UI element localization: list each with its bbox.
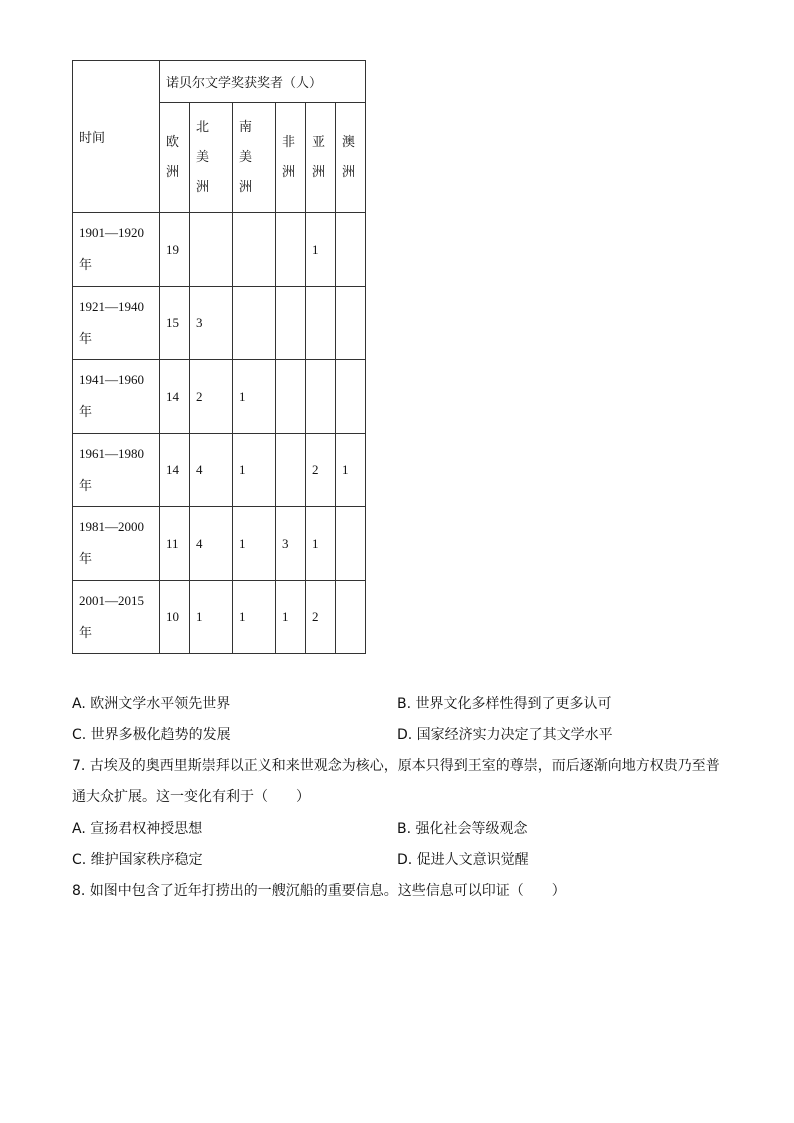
value-cell: 1 (306, 213, 336, 287)
table-row (73, 581, 366, 654)
period-cell: 1961—1980 年 (73, 434, 160, 507)
value-cell: 14 (160, 360, 190, 434)
value-cell: 3 (190, 287, 233, 360)
value-cell: 1 (233, 581, 276, 654)
q6-option-d: D. 国家经济实力决定了其文学水平 (397, 727, 613, 743)
value-cell: 4 (190, 507, 233, 581)
region-header: 亚 洲 (306, 103, 336, 213)
table-row (73, 360, 366, 434)
time-header: 时间 (73, 61, 160, 213)
value-cell (276, 434, 306, 507)
value-cell: 11 (160, 507, 190, 581)
region-header: 北 美 洲 (190, 103, 233, 213)
q8-stem: 8. 如图中包含了近年打捞出的一艘沉船的重要信息。这些信息可以印证（ ） (72, 883, 566, 899)
q7-stem-line1: 7. 古埃及的奥西里斯崇拜以正义和来世观念为核心，原本只得到王室的尊崇，而后逐渐向地方权贵乃至普 (72, 758, 720, 774)
value-cell: 1 (190, 581, 233, 654)
value-cell: 1 (336, 434, 366, 507)
nobel-table (72, 60, 366, 654)
value-cell: 1 (306, 507, 336, 581)
q6-option-b: B. 世界文化多样性得到了更多认可 (397, 696, 612, 712)
period-cell: 1921—1940 年 (73, 287, 160, 360)
value-cell: 2 (306, 581, 336, 654)
table-row (73, 213, 366, 287)
value-cell: 2 (190, 360, 233, 434)
period-cell: 1981—2000 年 (73, 507, 160, 581)
value-cell: 4 (190, 434, 233, 507)
table-row (73, 507, 366, 581)
q6-option-c: C. 世界多极化趋势的发展 (72, 727, 231, 743)
q7-option-d: D. 促进人文意识觉醒 (397, 852, 529, 868)
table-row (73, 287, 366, 360)
value-cell: 1 (233, 360, 276, 434)
region-header: 欧 洲 (160, 103, 190, 213)
q7-option-a: A. 宣扬君权神授思想 (72, 821, 203, 837)
value-cell (336, 287, 366, 360)
value-cell (306, 360, 336, 434)
value-cell: 14 (160, 434, 190, 507)
group-header: 诺贝尔文学奖获奖者（人） (160, 61, 366, 103)
table-row (73, 434, 366, 507)
region-header: 南 美 洲 (233, 103, 276, 213)
q7-stem-line2: 通大众扩展。这一变化有利于（ ） (72, 789, 310, 805)
region-header: 澳 洲 (336, 103, 366, 213)
value-cell: 1 (233, 507, 276, 581)
value-cell: 1 (276, 581, 306, 654)
period-cell: 2001—2015 年 (73, 581, 160, 654)
value-cell (233, 213, 276, 287)
value-cell (336, 581, 366, 654)
region-header: 非 洲 (276, 103, 306, 213)
value-cell: 19 (160, 213, 190, 287)
value-cell: 15 (160, 287, 190, 360)
q6-option-a: A. 欧洲文学水平领先世界 (72, 696, 231, 712)
value-cell (276, 287, 306, 360)
q7-option-b: B. 强化社会等级观念 (397, 821, 528, 837)
value-cell (276, 360, 306, 434)
period-cell: 1901—1920 年 (73, 213, 160, 287)
value-cell (336, 213, 366, 287)
value-cell (190, 213, 233, 287)
period-cell: 1941—1960 年 (73, 360, 160, 434)
value-cell (336, 360, 366, 434)
value-cell: 1 (233, 434, 276, 507)
value-cell: 10 (160, 581, 190, 654)
value-cell (276, 213, 306, 287)
value-cell: 3 (276, 507, 306, 581)
value-cell (336, 507, 366, 581)
value-cell (306, 287, 336, 360)
q7-option-c: C. 维护国家秩序稳定 (72, 852, 203, 868)
value-cell: 2 (306, 434, 336, 507)
value-cell (233, 287, 276, 360)
